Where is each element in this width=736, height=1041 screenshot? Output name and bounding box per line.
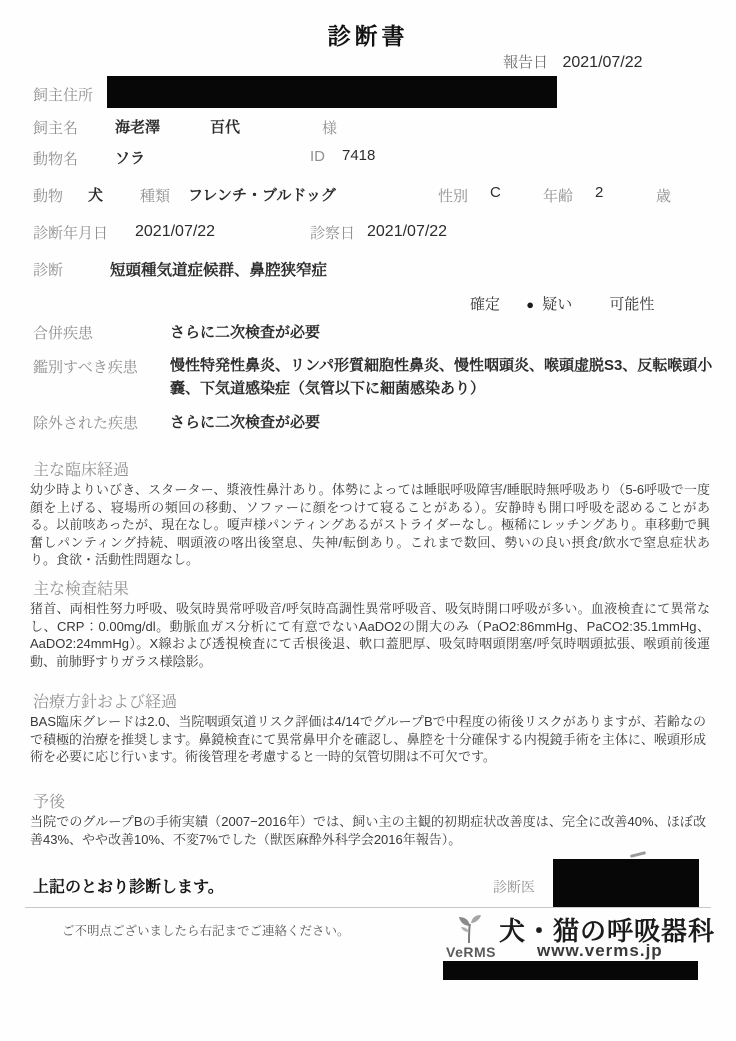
- exam-date-value: 2021/07/22: [367, 223, 448, 240]
- exam-results-heading: 主な検査結果: [33, 581, 130, 598]
- diagnosis-statement: 上記のとおり診断します。: [33, 879, 224, 896]
- exam-date-label: 診察日: [310, 225, 356, 242]
- signature-stroke-mark: [630, 851, 646, 858]
- certainty-confirmed-label: 確定: [470, 296, 501, 313]
- differential-label: 鑑別すべき疾患: [33, 359, 138, 376]
- differential-value: 慢性特発性鼻炎、リンパ形質細胞性鼻炎、慢性咽頭炎、喉頭虚脱S3、反転喉頭小嚢、下気道感染症（気管以下に細菌感染あり）: [170, 357, 713, 397]
- clinic-brand: VeRMS: [446, 944, 496, 960]
- animal-breed-value: フレンチ・ブルドッグ: [188, 187, 336, 204]
- footer-divider: [25, 907, 711, 908]
- owner-address-redaction-bar: [107, 76, 557, 108]
- diagnosis-date-value: 2021/07/22: [135, 223, 216, 240]
- clinic-url: www.verms.jp: [537, 941, 663, 960]
- report-date-value: 2021/07/22: [562, 54, 643, 71]
- sprout-icon: [456, 914, 484, 944]
- excluded-label: 除外された疾患: [33, 415, 139, 432]
- page-title: 診断書: [327, 23, 409, 49]
- diagnosis-value: 短頭種気道症候群、鼻腔狭窄症: [110, 262, 328, 279]
- contact-note: ご不明点ございましたら右記までご連絡ください。: [62, 924, 350, 938]
- doctor-label: 診断医: [493, 879, 535, 895]
- excluded-value: さらに二次検査が必要: [170, 414, 321, 431]
- doctor-name-redaction-box: [553, 859, 699, 908]
- clinical-course-body: 幼少時よりいびき、スターター、漿液性鼻汁あり。体勢によっては睡眠呼吸障害/睡眠時無呼吸あり（5-6呼吸で一度顔を上げる、寝場所の頻回の移動、ソファーに顔をつけて寝ることがある）。安静時も開口呼吸を認めることがある。以前咳あったが、現在なし。嗄声様パンティングあるがストライダーなし。極稀にレッチングあり。車移動で興奮しパンティング持続、咽頭液の喀出後窒息、失神/転倒あり。これまで数回、勢いの良い摂食/飲水で窒息症状あり。食欲・活動性問題なし。: [30, 482, 710, 568]
- certainty-row: [470, 293, 654, 314]
- owner-name-label: 飼主名: [33, 120, 79, 137]
- treatment-body: BAS臨床グレードは2.0、当院咽頭気道リスク評価は4/14でグループBで中程度の術後リスクがありますが、若齢なので積極的治療を推奨します。鼻鏡検査にて異常鼻甲介を確認し、鼻腔を十分確保する内視鏡手術を主体に、喉頭形成術を必要に応じ行います。術後管理を考慮すると一時的気管切開は不可欠です。: [30, 714, 706, 765]
- report-date-row: [503, 51, 643, 72]
- animal-breed-label: 種類: [140, 188, 171, 205]
- report-date-label: 報告日: [503, 54, 549, 71]
- animal-species-label: 動物: [33, 188, 64, 205]
- prognosis-heading: 予後: [33, 794, 66, 811]
- prognosis-body: 当院でのグループBの手術実績（2007−2016年）では、飼い主の主観的初期症状改善度は、完全に改善40%、ほぼ改善43%、やや改善10%、不変7%でした（獣医麻酔外科学会2016年報告）。: [30, 814, 706, 847]
- owner-first-name: 百代: [210, 119, 241, 136]
- certainty-suspected-label: 疑い: [542, 296, 573, 313]
- exam-results-body: 猪首、両相性努力呼吸、吸気時異常呼吸音/呼気時高調性異常呼吸音、吸気時開口呼吸が多い。血液検査にて異常なし、CRP：0.00mg/dl。動脈血ガス分析にて有意でないAaDO2の開大のみ（PaO2:86mmHg、PaCO2:35.1mmHg、AaDO2:24mmHg）。X線および透視検査にて舌根後退、軟口蓋肥厚、吸気時咽頭閉塞/呼気時咽頭拡張、喉頭前後運動、前肺野すりガラス様陰影。: [30, 601, 710, 669]
- clinic-address-redaction-bar: [443, 961, 698, 980]
- clinic-name: 犬・猫の呼吸器科: [499, 916, 716, 946]
- certainty-possible-label: 可能性: [609, 296, 655, 313]
- animal-age-value: 2: [595, 184, 604, 201]
- animal-sex-value: C: [490, 184, 501, 201]
- animal-id-value: 7418: [342, 147, 376, 164]
- animal-age-unit: 歳: [656, 188, 672, 205]
- animal-age-label: 年齢: [543, 188, 574, 205]
- certainty-selected-bullet-icon: ●: [526, 297, 535, 312]
- comorbid-label: 合併疾患: [33, 325, 94, 342]
- animal-id-label: ID: [310, 148, 325, 165]
- animal-sex-label: 性別: [438, 188, 469, 205]
- animal-name-label: 動物名: [33, 151, 79, 168]
- animal-name-value: ソラ: [115, 150, 146, 167]
- owner-last-name: 海老澤: [115, 119, 161, 136]
- diagnosis-date-label: 診断年月日: [33, 225, 109, 242]
- clinical-course-heading: 主な臨床経過: [33, 462, 130, 479]
- owner-honorific: 様: [322, 120, 338, 137]
- diagnosis-label: 診断: [33, 262, 64, 279]
- animal-species-value: 犬: [88, 187, 104, 204]
- comorbid-value: さらに二次検査が必要: [170, 324, 321, 341]
- treatment-heading: 治療方針および経過: [33, 694, 178, 711]
- owner-address-label: 飼主住所: [33, 87, 94, 104]
